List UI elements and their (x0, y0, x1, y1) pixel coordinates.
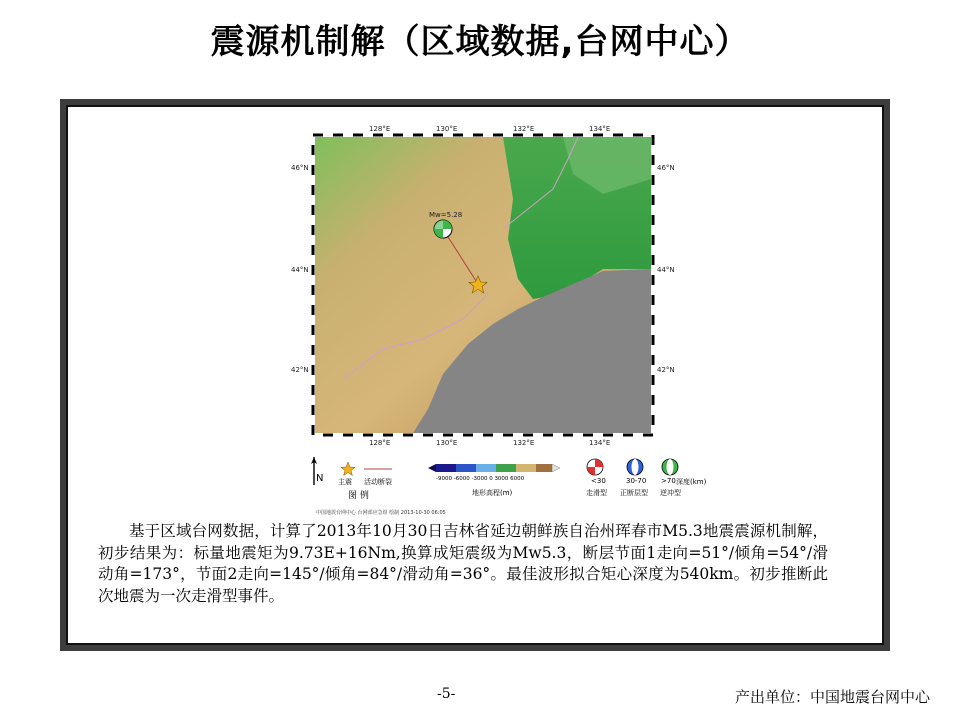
depth-range-middle: 30-70 (626, 477, 647, 485)
description-text: 基于区域台网数据，计算了2013年10月30日吉林省延边朝鲜族自治州珲春市M5.3地震震源机制解，初步结果为：标量地震矩为9.73E+16Nm,换算成矩震级为Mw5.3，断层节面1走向=51°/倾角=54°/滑动角=173°，节面2走向=145°/倾角=84°/滑动角=36°。最佳波形拟合矩心深度为540km。初步推断此次地震为一次走滑型事件。 (98, 522, 828, 605)
elevation-ticks: -9000 -6000 -3000 0 3000 6000 (436, 476, 525, 482)
lon-label-bottom-132: 132°E (513, 439, 535, 447)
producer-label: 产出单位：中国地震台网中心 (734, 688, 930, 706)
content-frame (60, 99, 890, 651)
map-figure (291, 119, 693, 449)
map-credit: 中国地震台网中心 台网部应急组 绘制 2013-10-30 06:05 (316, 510, 446, 516)
mechanism-normal: 正断层型 (620, 489, 648, 497)
elevation-colorbar (428, 464, 560, 472)
lat-label-right-46: 46°N (657, 164, 675, 172)
depth-unit: 深度(km) (676, 478, 707, 486)
legend-title: 图 例 (348, 491, 369, 501)
description-paragraph (98, 521, 828, 607)
page-title: 震源机制解（区域数据,台网中心） (210, 22, 750, 62)
depth-range-deep: >70 (661, 477, 676, 485)
strike-slip-ball-icon (587, 459, 603, 475)
elevation-label: 地形高程(m) (472, 489, 513, 497)
page-number: -5- (437, 686, 456, 702)
legend-active-fault: 活动断裂 (364, 478, 392, 486)
beachball-label: Mw=5.28 (429, 211, 463, 219)
lat-label-right-42: 42°N (657, 366, 675, 374)
main-shock-star-icon (341, 462, 355, 476)
map-legend (308, 455, 707, 515)
lat-label-left-42: 42°N (291, 366, 309, 374)
lon-label-bottom-130: 130°E (436, 439, 458, 447)
lon-label-bottom-134: 134°E (589, 439, 611, 447)
lon-label-bottom-128: 128°E (369, 439, 391, 447)
focal-mechanism-map (291, 119, 693, 449)
lon-label-top-130: 130°E (436, 125, 458, 133)
north-label: N (316, 473, 324, 484)
beachball-icon (434, 220, 452, 238)
lon-label-top-134: 134°E (589, 125, 611, 133)
depth-range-shallow: <30 (591, 477, 606, 485)
lat-label-left-46: 46°N (291, 164, 309, 172)
mechanism-thrust: 逆冲型 (660, 489, 681, 497)
content-panel (66, 105, 884, 645)
mechanism-strike-slip: 走滑型 (586, 489, 607, 497)
lon-label-top-128: 128°E (369, 125, 391, 133)
lat-label-right-44: 44°N (657, 266, 675, 274)
normal-fault-ball-icon (627, 459, 643, 475)
thrust-ball-icon (662, 459, 678, 475)
lon-label-top-132: 132°E (513, 125, 535, 133)
legend-main-shock: 主震 (338, 478, 352, 486)
lat-label-left-44: 44°N (291, 266, 309, 274)
